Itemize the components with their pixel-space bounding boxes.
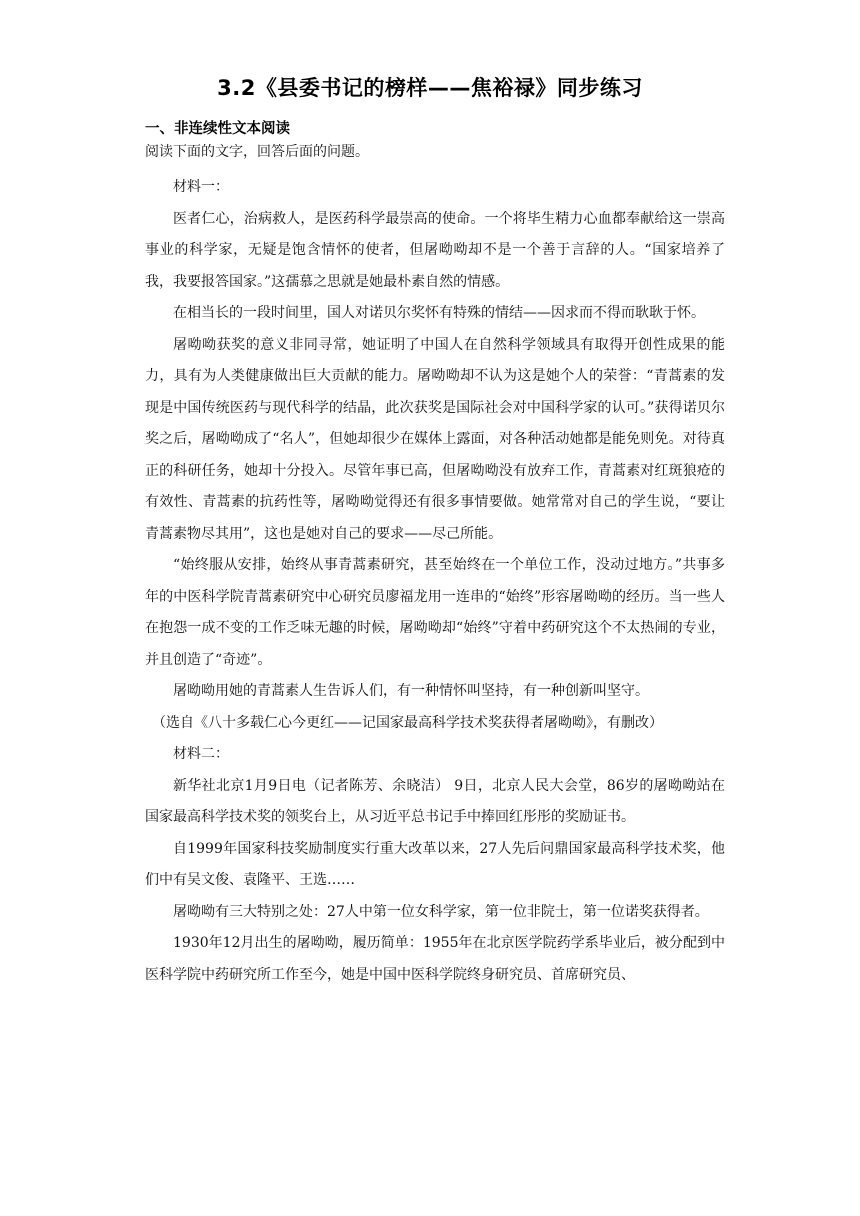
material-one-source: （选自《八十多载仁心今更红——记国家最高科学技术奖获得者屠呦呦》，有删改） <box>152 714 663 731</box>
material-two-paragraph: 新华社北京1月9日电（记者陈芳、余晓洁） 9日，北京人民大会堂，86岁的屠呦呦站在国家最高科学技术奖的领奖台上，从习近平总书记手中捧回红彤彤的奖励证书。 <box>145 777 725 825</box>
document-body <box>145 140 725 991</box>
material-one-paragraph: 在相当长的一段时间里，国人对诺贝尔奖怀有特殊的情结——因求而不得而耿耿于怀。 <box>173 305 705 321</box>
reading-instruction: 阅读下面的文字，回答后面的问题。 <box>145 144 369 160</box>
section-heading: 一、非连续性文本阅读 <box>145 121 290 137</box>
material-two-paragraph: 1930年12月出生的屠呦呦，履历简单：1955年在北京医学院药学系毕业后，被分配到中医科学院中药研究所工作至今，她是中国中医科学院终身研究员、首席研究员、 <box>145 935 725 983</box>
material-one-paragraph: “始终服从安排，始终从事青蒿素研究，甚至始终在一个单位工作，没动过地方。”共事多年的中医科学院青蒿素研究中心研究员廖福龙用一连串的“始终”形容屠呦呦的经历。当一些人在抱怨一成不变的工作乏味无趣的时候，屠呦呦却“始终”守着中药研究这个不太热闹的专业，并且创造了“奇迹”。 <box>145 557 725 668</box>
material-one-paragraph: 屠呦呦获奖的意义非同寻常，她证明了中国人在自然科学领域具有取得开创性成果的能力，具有为人类健康做出巨大贡献的能力。屠呦呦却不认为这是她个人的荣誉：“青蒿素的发现是中国传统医药与现代科学的结晶，此次获奖是国际社会对中国科学家的认可。”获得诺贝尔奖之后，屠呦呦成了“名人”，但她却很少在媒体上露面，对各种活动她都是能免则免。对待真正的科研任务，她却十分投入。尽管年事已高，但屠呦呦没有放弃工作，青蒿素对红斑狼疮的有效性、青蒿素的抗药性等，屠呦呦觉得还有很多事情要做。她常常对自己的学生说，“要让青蒿素物尽其用”，这也是她对自己的要求——尽己所能。 <box>145 336 725 542</box>
material-one-paragraph: 屠呦呦用她的青蒿素人生告诉人们，有一种情怀叫坚持，有一种创新叫坚守。 <box>173 683 649 699</box>
material-one-paragraph: 医者仁心，治病救人，是医药科学最崇高的使命。一个将毕生精力心血都奉献给这一崇高事业的科学家，无疑是饱含情怀的使者，但屠呦呦却不是一个善于言辞的人。“国家培养了我，我要报答国家。”这孺慕之思就是她最朴素自然的情感。 <box>145 210 725 290</box>
material-two-label: 材料二： <box>173 746 229 762</box>
material-two-paragraph: 屠呦呦有三大特别之处：27人中第一位女科学家，第一位非院士，第一位诺奖获得者。 <box>173 903 709 920</box>
material-one-label: 材料一： <box>173 179 229 195</box>
material-two-paragraph: 自1999年国家科技奖励制度实行重大改革以来，27人先后问鼎国家最高科学技术奖，他们中有吴文俊、袁隆平、王选…… <box>145 840 725 888</box>
page-title: 3.2《县委书记的榜样——焦裕禄》同步练习 <box>217 76 643 100</box>
